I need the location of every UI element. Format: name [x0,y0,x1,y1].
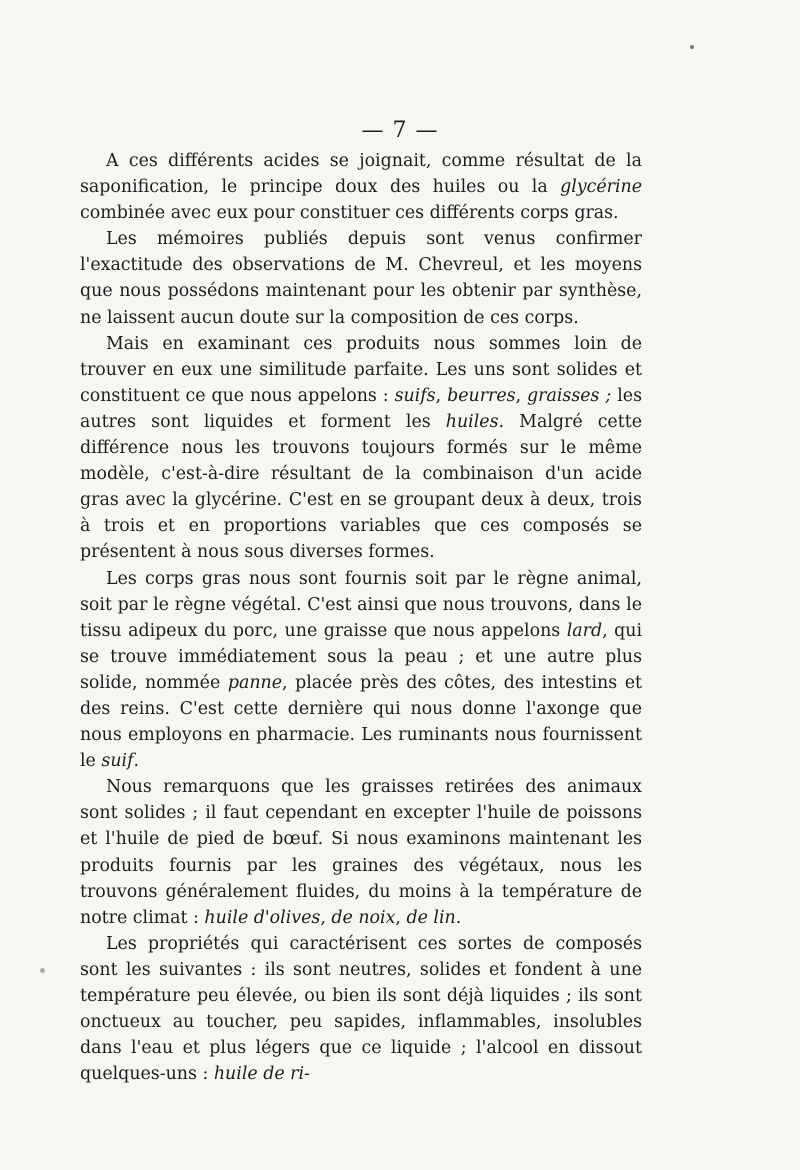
text-run: Mais en examinant ces produits nous sommes loin de trouver en eux une similitude parfaite. Les uns sont solides et constituent ce que nous appelons : [80,333,642,406]
italic-run: suifs [394,385,436,406]
italic-run: de lin [406,907,456,928]
paper-speck [40,968,45,973]
italic-run: beurres [447,385,516,406]
text-run: , [395,907,407,928]
text-run: , [435,385,448,406]
text-run: combinée avec eux pour constituer ces différents corps gras. [80,203,619,224]
text-run: Nous remarquons que les graisses retirées des animaux sont solides ; il faut cependant en excepter l'huile de poissons et l'huile de pied de bœuf. Si nous examinons maintenant les produits fournis par les graines des végétaux, nous les trouvons généralement fluides, du moins à la température de notre climat : [80,777,642,928]
italic-run: glycérine [560,177,642,198]
text-run: A ces différents acides se joignait, comme résultat de la saponification, le principe doux des huiles ou la [80,151,642,198]
italic-run: suif [101,751,134,772]
italic-run: de noix [331,907,396,928]
text-run: , qui se trouve immédiatement sous la peau ; et une autre plus solide, nommée [80,620,643,693]
text-run: , [320,907,332,928]
text-run: Les mémoires publiés depuis sont venus confirmer l'exactitude des observations de M. Chevreul, et les moyens que nous possédons maintenant pour les obtenir par synthèse, ne laissent aucun doute sur la composition de ces corps. [80,229,642,328]
paragraph [80,331,642,566]
paragraph [80,566,642,775]
paragraph [80,931,642,1088]
italic-run: huile de ri- [213,1064,310,1085]
text-run: Les corps gras nous sont fournis soit par le règne animal, soit par le règne végétal. C'est ainsi que nous trouvons, dans le tissu adipeux du porc, une graisse que nous appelons [80,568,642,641]
paragraph [80,774,642,931]
italic-run: huile d'olives [204,907,321,928]
text-run: , [515,385,528,406]
text-run: les autres sont liquides et forment les [80,385,642,432]
text-run: . Malgré cette différence nous les trouvons toujours formés sur le même modèle, c'est-à-dire résultant de la combinaison d'un acide gras avec la glycérine. C'est en se groupant deux à deux, trois à trois et en proportions variables que ces composés se présentent à nous sous diverses formes. [80,411,642,563]
paper-speck [690,45,694,49]
paragraph [80,148,642,226]
italic-run: lard [566,620,603,641]
italic-run: panne [227,672,283,693]
paragraph [80,226,642,330]
page-number: — 7 — [361,118,439,143]
text-run: . [133,751,140,772]
text-run: . [455,907,462,928]
body-text [80,148,642,1087]
text-run: Les propriétés qui caractérisent ces sortes de composés sont les suivantes : ils sont neutres, solides et fondent à une température peu élevée, ou bien ils sont déjà liquides ; ils sont onctueux au toucher, peu sapides, inflammables, insolubles dans l'eau et plus légers que ce liquide ; l'alcool en dissout quelques-uns : [80,933,642,1085]
italic-run: huiles [445,411,499,432]
text-run: , placée près des côtes, des intestins et des reins. C'est cette dernière qui nous donne l'axonge que nous employons en pharmacie. Les ruminants nous fournissent le [80,672,642,772]
italic-run: graisses ; [527,385,612,406]
